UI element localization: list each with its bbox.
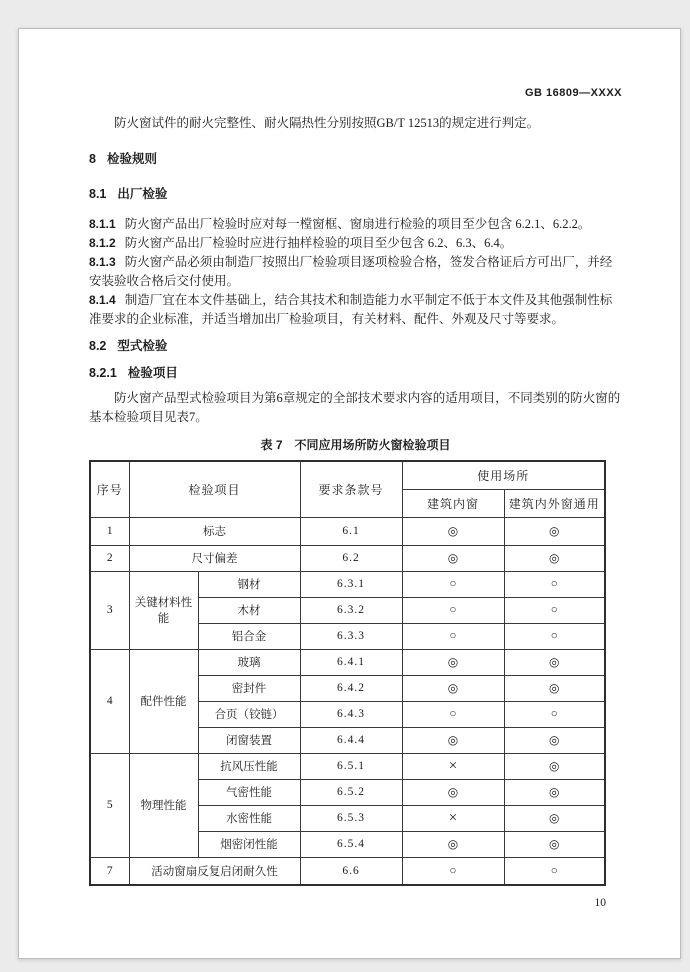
clause-text: 防火窗产品出厂检验时应对每一樘窗框、窗扇进行检验的项目至少包含 6.2.1、6.2.2。 xyxy=(124,217,591,231)
table-cell-seq: 5 xyxy=(90,753,129,857)
subsection-heading-8-2 xyxy=(89,338,622,354)
table-cell-mark: ◎ xyxy=(402,779,504,805)
table-cell-mark: ◎ xyxy=(504,649,605,675)
table-cell-clause: 6.3.1 xyxy=(300,571,402,597)
standard-number: GB 16809—XXXX xyxy=(525,87,622,99)
table-cell-mark: ○ xyxy=(402,597,504,623)
page-number: 10 xyxy=(594,897,606,909)
table-cell-mark: ◎ xyxy=(402,517,504,545)
table-row xyxy=(90,571,605,597)
table-cell-item: 气密性能 xyxy=(198,779,300,805)
clause-text: 防火窗产品出厂检验时应进行抽样检验的项目至少包含 6.2、6.3、6.4。 xyxy=(124,236,513,250)
table-cell-clause: 6.3.3 xyxy=(300,623,402,649)
table-cell-item: 合页（铰链） xyxy=(198,701,300,727)
section-title: 型式检验 xyxy=(117,339,168,353)
table-cell-mark: ◎ xyxy=(504,517,605,545)
table-header-cell: 建筑内外窗通用 xyxy=(504,489,605,517)
table-cell-mark: ○ xyxy=(504,857,605,885)
subsection-heading-8-1 xyxy=(89,186,622,202)
table-header-cell: 建筑内窗 xyxy=(402,489,504,517)
table-cell-clause: 6.5.3 xyxy=(300,805,402,831)
table-cell-group: 关键材料性能 xyxy=(129,571,198,649)
table-caption-label: 表 7 xyxy=(260,438,283,452)
table-cell-mark: ○ xyxy=(504,571,605,597)
table-cell-item: 钢材 xyxy=(198,571,300,597)
table-cell-seq: 1 xyxy=(90,517,129,545)
table-cell-item: 活动窗扇反复启闭耐久性 xyxy=(129,857,300,885)
table-cell-mark: ◎ xyxy=(504,831,605,857)
clause-number: 8.1.2 xyxy=(89,236,116,250)
table-cell-clause: 6.5.4 xyxy=(300,831,402,857)
section-number: 8 xyxy=(89,152,96,166)
table-cell-clause: 6.1 xyxy=(300,517,402,545)
table-cell-item: 木材 xyxy=(198,597,300,623)
table-cell-seq: 3 xyxy=(90,571,129,649)
table-cell-group: 配件性能 xyxy=(129,649,198,753)
table-cell-item: 抗风压性能 xyxy=(198,753,300,779)
table-cell-mark: ◎ xyxy=(402,727,504,753)
clause-8-1-1 xyxy=(89,215,622,234)
section-number: 8.2 xyxy=(89,339,107,353)
table-cell-mark: ○ xyxy=(504,701,605,727)
document-page xyxy=(18,28,681,959)
table-row xyxy=(90,649,605,675)
section-title: 出厂检验 xyxy=(117,187,168,201)
table-cell-item: 铝合金 xyxy=(198,623,300,649)
table-cell-item: 标志 xyxy=(129,517,300,545)
inspection-items-table xyxy=(89,460,606,886)
table-cell-mark: ○ xyxy=(402,571,504,597)
table-cell-clause: 6.4.3 xyxy=(300,701,402,727)
table-cell-clause: 6.4.1 xyxy=(300,649,402,675)
table-cell-mark: ◎ xyxy=(402,675,504,701)
clause-8-1-4 xyxy=(89,291,622,329)
table-header-row xyxy=(90,461,605,489)
table-cell-mark: ○ xyxy=(504,623,605,649)
table-cell-clause: 6.4.2 xyxy=(300,675,402,701)
clause-8-1-3 xyxy=(89,253,622,291)
table-cell-clause: 6.3.2 xyxy=(300,597,402,623)
table-cell-seq: 7 xyxy=(90,857,129,885)
table-caption xyxy=(89,438,622,453)
table-cell-item: 尺寸偏差 xyxy=(129,545,300,571)
table-row xyxy=(90,545,605,571)
table-cell-item: 烟密闭性能 xyxy=(198,831,300,857)
intro-paragraph: 防火窗试件的耐火完整性、耐火隔热性分别按照GB/T 12513的规定进行判定。 xyxy=(114,116,540,130)
section-title: 检验项目 xyxy=(127,366,178,380)
clause-list xyxy=(89,215,622,329)
table-caption-title: 不同应用场所防火窗检验项目 xyxy=(294,438,451,452)
table-cell-mark: ○ xyxy=(504,597,605,623)
section-number: 8.1 xyxy=(89,187,107,201)
clause-number: 8.1.4 xyxy=(89,293,116,307)
clause-number: 8.1.3 xyxy=(89,255,116,269)
table-cell-mark: ◎ xyxy=(504,675,605,701)
table-cell-mark: ◎ xyxy=(402,649,504,675)
table-cell-mark: ◎ xyxy=(504,805,605,831)
table-cell-clause: 6.5.1 xyxy=(300,753,402,779)
table-header-cell: 要求条款号 xyxy=(300,461,402,517)
table-cell-mark: × xyxy=(402,753,504,779)
table-cell-item: 水密性能 xyxy=(198,805,300,831)
section-title: 检验规则 xyxy=(106,152,157,166)
table-cell-mark: ◎ xyxy=(402,545,504,571)
table-cell-mark: × xyxy=(402,805,504,831)
table-header-cell: 检验项目 xyxy=(129,461,300,517)
table-cell-seq: 4 xyxy=(90,649,129,753)
table-cell-mark: ◎ xyxy=(504,753,605,779)
table-header-cell: 序号 xyxy=(90,461,129,517)
table-header-cell: 使用场所 xyxy=(402,461,605,489)
section-number: 8.2.1 xyxy=(89,366,117,380)
table-row xyxy=(90,753,605,779)
table-cell-mark: ◎ xyxy=(402,831,504,857)
subsection-heading-8-2-1 xyxy=(89,365,622,381)
table-cell-item: 闭窗装置 xyxy=(198,727,300,753)
table-cell-mark: ◎ xyxy=(504,779,605,805)
clause-number: 8.1.1 xyxy=(89,217,116,231)
clause-text: 制造厂宜在本文件基础上，结合其技术和制造能力水平制定不低于本文件及其他强制性标准要求的企业标准，并适当增加出厂检验项目，有关材料、配件、外观及尺寸等要求。 xyxy=(89,293,613,326)
table-cell-group: 物理性能 xyxy=(129,753,198,857)
table-cell-clause: 6.4.4 xyxy=(300,727,402,753)
table-cell-mark: ○ xyxy=(402,701,504,727)
table-cell-clause: 6.5.2 xyxy=(300,779,402,805)
table-row xyxy=(90,857,605,885)
table-cell-item: 玻璃 xyxy=(198,649,300,675)
table-cell-mark: ◎ xyxy=(504,727,605,753)
table-cell-seq: 2 xyxy=(90,545,129,571)
type-test-paragraph: 防火窗产品型式检验项目为第6章规定的全部技术要求内容的适用项目，不同类别的防火窗的基本检验项目见表7。 xyxy=(89,391,621,424)
clause-text: 防火窗产品必须由制造厂按照出厂检验项目逐项检验合格，签发合格证后方可出厂，并经安装验收合格后交付使用。 xyxy=(89,255,613,288)
table-cell-mark: ○ xyxy=(402,623,504,649)
table-cell-mark: ◎ xyxy=(504,545,605,571)
table-cell-mark: ○ xyxy=(402,857,504,885)
table-cell-clause: 6.2 xyxy=(300,545,402,571)
table-cell-item: 密封件 xyxy=(198,675,300,701)
table-cell-clause: 6.6 xyxy=(300,857,402,885)
table-row xyxy=(90,517,605,545)
section-heading-8 xyxy=(89,151,622,167)
clause-8-1-2 xyxy=(89,234,622,253)
